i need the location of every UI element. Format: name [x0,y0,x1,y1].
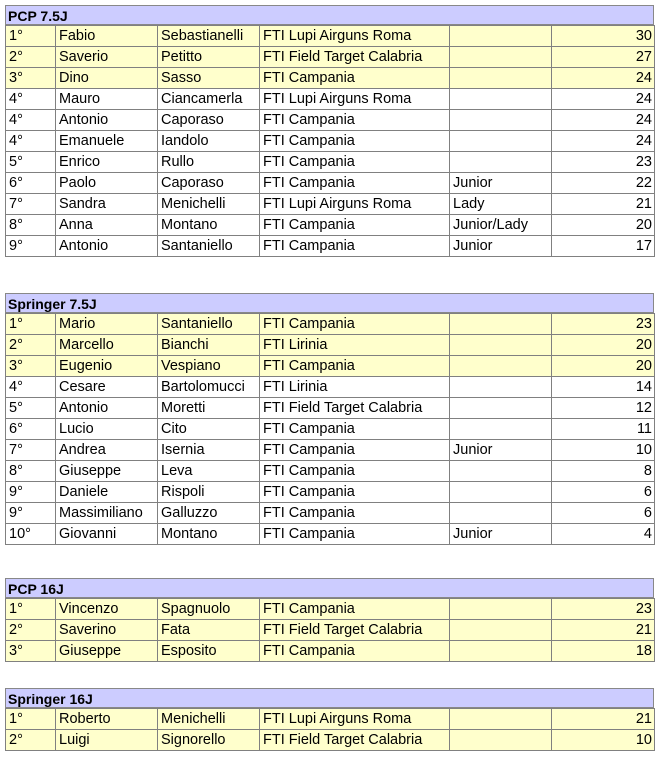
category-cell [450,730,552,751]
results-table [5,313,655,545]
first-name-cell: Anna [56,215,158,236]
category-cell [450,356,552,377]
club-cell: FTI Campania [260,215,450,236]
table-row [6,377,655,398]
club-cell: FTI Campania [260,599,450,620]
points-cell: 24 [552,89,655,110]
last-name-cell: Sasso [158,68,260,89]
table-row [6,398,655,419]
rank-cell: 2° [6,47,56,68]
category-cell [450,709,552,730]
points-cell: 30 [552,26,655,47]
club-cell: FTI Campania [260,173,450,194]
rank-cell: 2° [6,335,56,356]
first-name-cell: Saverio [56,47,158,68]
last-name-cell: Ciancamerla [158,89,260,110]
club-cell: FTI Campania [260,524,450,545]
club-cell: FTI Campania [260,440,450,461]
club-cell: FTI Lupi Airguns Roma [260,26,450,47]
points-cell: 10 [552,730,655,751]
last-name-cell: Galluzzo [158,503,260,524]
rank-cell: 6° [6,173,56,194]
table-row [6,356,655,377]
table-row [6,620,655,641]
last-name-cell: Caporaso [158,173,260,194]
last-name-cell: Isernia [158,440,260,461]
last-name-cell: Petitto [158,47,260,68]
points-cell: 10 [552,440,655,461]
category-cell: Lady [450,194,552,215]
first-name-cell: Vincenzo [56,599,158,620]
table-row [6,503,655,524]
points-cell: 17 [552,236,655,257]
table-row [6,335,655,356]
last-name-cell: Menichelli [158,194,260,215]
rank-cell: 7° [6,194,56,215]
section-pcp-16j [5,578,654,662]
club-cell: FTI Campania [260,641,450,662]
table-row [6,730,655,751]
category-cell [450,152,552,173]
table-row [6,314,655,335]
section-springer-16j [5,688,654,751]
category-cell [450,68,552,89]
club-cell: FTI Lirinia [260,335,450,356]
category-cell [450,131,552,152]
table-row [6,236,655,257]
category-cell [450,503,552,524]
first-name-cell: Emanuele [56,131,158,152]
rank-cell: 8° [6,461,56,482]
table-row [6,461,655,482]
club-cell: FTI Campania [260,236,450,257]
results-table [5,598,655,662]
first-name-cell: Eugenio [56,356,158,377]
last-name-cell: Bianchi [158,335,260,356]
first-name-cell: Daniele [56,482,158,503]
rank-cell: 5° [6,398,56,419]
rank-cell: 6° [6,419,56,440]
table-row [6,709,655,730]
first-name-cell: Massimiliano [56,503,158,524]
category-cell: Junior/Lady [450,215,552,236]
category-cell: Junior [450,236,552,257]
table-row [6,194,655,215]
rank-cell: 9° [6,503,56,524]
points-cell: 6 [552,482,655,503]
category-cell [450,620,552,641]
category-cell [450,47,552,68]
club-cell: FTI Lupi Airguns Roma [260,89,450,110]
first-name-cell: Giuseppe [56,641,158,662]
table-row [6,89,655,110]
points-cell: 24 [552,68,655,89]
points-cell: 11 [552,419,655,440]
points-cell: 14 [552,377,655,398]
club-cell: FTI Field Target Calabria [260,730,450,751]
table-row [6,26,655,47]
first-name-cell: Mauro [56,89,158,110]
first-name-cell: Antonio [56,110,158,131]
rank-cell: 1° [6,314,56,335]
last-name-cell: Caporaso [158,110,260,131]
first-name-cell: Enrico [56,152,158,173]
first-name-cell: Lucio [56,419,158,440]
category-cell [450,110,552,131]
rank-cell: 9° [6,482,56,503]
rank-cell: 3° [6,356,56,377]
category-cell [450,89,552,110]
rank-cell: 5° [6,152,56,173]
first-name-cell: Andrea [56,440,158,461]
points-cell: 18 [552,641,655,662]
points-cell: 24 [552,131,655,152]
points-cell: 23 [552,314,655,335]
rank-cell: 2° [6,730,56,751]
table-row [6,110,655,131]
last-name-cell: Cito [158,419,260,440]
category-cell [450,641,552,662]
table-row [6,419,655,440]
first-name-cell: Giovanni [56,524,158,545]
last-name-cell: Iandolo [158,131,260,152]
club-cell: FTI Campania [260,314,450,335]
first-name-cell: Roberto [56,709,158,730]
club-cell: FTI Campania [260,482,450,503]
category-cell [450,314,552,335]
results-table [5,25,655,257]
section-title: PCP 7.5J [5,5,654,25]
last-name-cell: Montano [158,215,260,236]
points-cell: 8 [552,461,655,482]
table-row [6,68,655,89]
last-name-cell: Spagnuolo [158,599,260,620]
last-name-cell: Esposito [158,641,260,662]
first-name-cell: Antonio [56,236,158,257]
last-name-cell: Leva [158,461,260,482]
rank-cell: 1° [6,26,56,47]
rank-cell: 10° [6,524,56,545]
first-name-cell: Mario [56,314,158,335]
last-name-cell: Montano [158,524,260,545]
last-name-cell: Signorello [158,730,260,751]
last-name-cell: Rispoli [158,482,260,503]
table-row [6,641,655,662]
category-cell [450,461,552,482]
club-cell: FTI Lupi Airguns Roma [260,194,450,215]
last-name-cell: Vespiano [158,356,260,377]
table-row [6,599,655,620]
table-row [6,440,655,461]
rank-cell: 9° [6,236,56,257]
points-cell: 21 [552,194,655,215]
first-name-cell: Cesare [56,377,158,398]
table-row [6,131,655,152]
first-name-cell: Antonio [56,398,158,419]
points-cell: 24 [552,110,655,131]
category-cell [450,419,552,440]
club-cell: FTI Field Target Calabria [260,398,450,419]
table-row [6,482,655,503]
first-name-cell: Dino [56,68,158,89]
points-cell: 20 [552,356,655,377]
rank-cell: 1° [6,709,56,730]
club-cell: FTI Campania [260,419,450,440]
last-name-cell: Santaniello [158,314,260,335]
points-cell: 21 [552,709,655,730]
section-title: Springer 16J [5,688,654,708]
first-name-cell: Giuseppe [56,461,158,482]
table-row [6,215,655,236]
rank-cell: 2° [6,620,56,641]
rank-cell: 4° [6,377,56,398]
points-cell: 23 [552,599,655,620]
section-springer-7-5j [5,293,654,545]
category-cell: Junior [450,173,552,194]
club-cell: FTI Campania [260,503,450,524]
category-cell: Junior [450,440,552,461]
rank-cell: 8° [6,215,56,236]
club-cell: FTI Campania [260,131,450,152]
first-name-cell: Sandra [56,194,158,215]
last-name-cell: Santaniello [158,236,260,257]
table-row [6,173,655,194]
last-name-cell: Fata [158,620,260,641]
points-cell: 12 [552,398,655,419]
last-name-cell: Menichelli [158,709,260,730]
first-name-cell: Paolo [56,173,158,194]
category-cell: Junior [450,524,552,545]
rank-cell: 1° [6,599,56,620]
rank-cell: 4° [6,110,56,131]
rank-cell: 7° [6,440,56,461]
results-table [5,708,655,751]
first-name-cell: Saverino [56,620,158,641]
first-name-cell: Fabio [56,26,158,47]
last-name-cell: Moretti [158,398,260,419]
club-cell: FTI Lirinia [260,377,450,398]
category-cell [450,335,552,356]
category-cell [450,26,552,47]
points-cell: 20 [552,215,655,236]
points-cell: 4 [552,524,655,545]
club-cell: FTI Field Target Calabria [260,47,450,68]
rank-cell: 4° [6,131,56,152]
last-name-cell: Sebastianelli [158,26,260,47]
section-title: Springer 7.5J [5,293,654,313]
rank-cell: 4° [6,89,56,110]
club-cell: FTI Campania [260,461,450,482]
table-row [6,524,655,545]
table-row [6,152,655,173]
points-cell: 27 [552,47,655,68]
first-name-cell: Luigi [56,730,158,751]
points-cell: 22 [552,173,655,194]
section-pcp-7-5j [5,5,654,257]
category-cell [450,377,552,398]
points-cell: 20 [552,335,655,356]
points-cell: 21 [552,620,655,641]
first-name-cell: Marcello [56,335,158,356]
points-cell: 23 [552,152,655,173]
rank-cell: 3° [6,641,56,662]
category-cell [450,599,552,620]
points-cell: 6 [552,503,655,524]
club-cell: FTI Campania [260,356,450,377]
category-cell [450,482,552,503]
last-name-cell: Rullo [158,152,260,173]
section-title: PCP 16J [5,578,654,598]
club-cell: FTI Campania [260,110,450,131]
last-name-cell: Bartolomucci [158,377,260,398]
club-cell: FTI Campania [260,68,450,89]
category-cell [450,398,552,419]
club-cell: FTI Field Target Calabria [260,620,450,641]
table-row [6,47,655,68]
club-cell: FTI Campania [260,152,450,173]
rank-cell: 3° [6,68,56,89]
club-cell: FTI Lupi Airguns Roma [260,709,450,730]
